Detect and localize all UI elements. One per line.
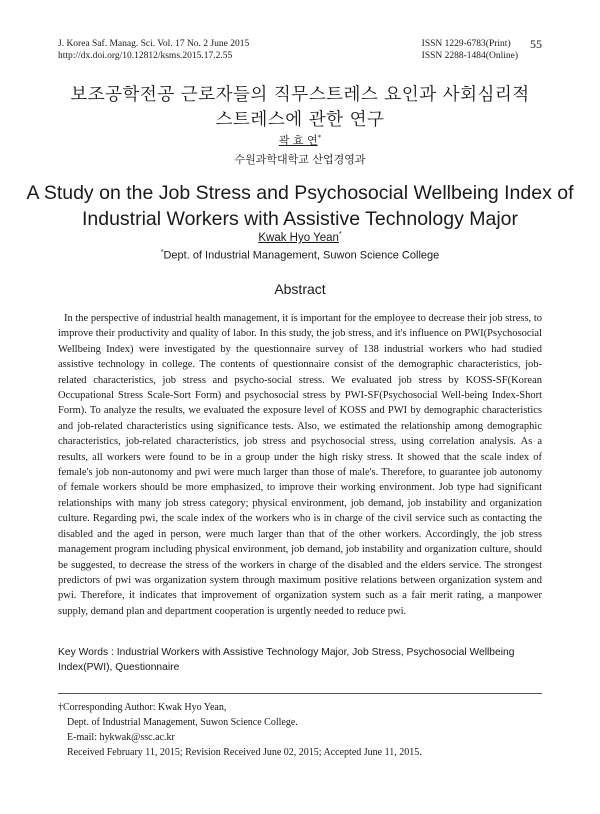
journal-info <box>58 38 249 62</box>
corresponding-author: †Corresponding Author: Kwak Hyo Yean, <box>58 702 227 713</box>
korean-author-mark: * <box>317 133 322 142</box>
korean-author <box>0 132 600 148</box>
english-author-mark: * <box>338 231 342 238</box>
english-author-name: Kwak Hyo Yean <box>258 231 339 244</box>
journal-citation: J. Korea Saf. Manag. Sci. Vol. 17 No. 2 June 2015 <box>58 39 250 49</box>
corresponding-email[interactable]: E-mail: hykwak@ssc.ac.kr <box>67 732 175 743</box>
affiliation-mark: * <box>160 249 164 256</box>
issn-info <box>422 38 542 62</box>
english-title-line1: A Study on the Job Stress and Psychosocial Wellbeing Index of <box>26 182 574 204</box>
english-title <box>0 180 600 232</box>
abstract-heading: Abstract <box>274 281 326 297</box>
doi-link[interactable]: http://dx.doi.org/10.12812/ksms.2015.17.2.55 <box>58 51 233 61</box>
corresponding-dept: Dept. of Industrial Management, Suwon Science College. <box>67 717 298 728</box>
english-author <box>0 231 600 244</box>
english-title-line2: Industrial Workers with Assistive Technology Major <box>81 208 519 230</box>
korean-title-line1: 보조공학전공 근로자들의 직무스트레스 요인과 사회심리적 <box>70 85 530 105</box>
page-number: 55 <box>530 37 542 51</box>
issn-print: ISSN 1229-6783(Print) <box>421 39 511 49</box>
korean-author-name: 곽 효 연 <box>278 134 318 147</box>
affiliation-text: Dept. of Industrial Management, Suwon Science College <box>163 249 440 262</box>
korean-title <box>0 83 600 133</box>
issn-online: ISSN 2288-1484(Online) <box>421 51 518 61</box>
footnote <box>58 700 542 760</box>
english-affiliation <box>0 249 600 262</box>
keywords: Key Words : Industrial Workers with Assistive Technology Major, Job Stress, Psychosocial Wellbeing Index(PWI), Questionnaire <box>58 647 515 673</box>
footnote-divider <box>58 693 542 694</box>
received-dates: Received February 11, 2015; Revision Received June 02, 2015; Accepted June 11, 2015. <box>67 747 422 758</box>
korean-affiliation: 수원과학대학교 산업경영과 <box>234 153 366 166</box>
korean-title-line2: 스트레스에 관한 연구 <box>215 110 385 130</box>
abstract-body: In the perspective of industrial health management, it is important for the employee to decrease their job stress, to improve their productivity and quality of labor. In this study, the job stress, and it's influence on PWI(Psychosocial Wellbeing Index) were investigated by the questionnaire survey of 138 industrial workers who had studied assistive technology in college. The contents of questionnaire consist of the demographic characteristics, job-related characteristics, job stress and psycho-social stress. We evaluated job stress by KOSS-SF(Korean Occupational Stress Scale-Sort Form) and psychosocial stress by PWI-SF(Psychosocial Well-being Index-Short Form). To analyze the results, we evaluated the exposure level of KOSS and PWI by demographic characteristics and job-related characteristics using significance tests. Also, we estimated the relationship among demographic characteristics, job-related characteristics, job stress and psychosocial stress, using correlation analysis. As a results, all workers were found to be in a group under the high risky stress. It showed that the scale index of female's job non-autonomy and pwi were much larger than those of male's. Therefore, to guarantee job autonomy of female workers should be more emphasized, to improve their working environment. Job type had significant relationships with many job stress category; physical environment, job demand, job instability and organization culture. Regarding pwi, the scale index of the workers who is in charge of the civil service such as contacting the disabled and the aged in person, were much larger than that of the other workers. Accordingly, the job stress management program including physical environment, job demand, job instability and organization culture, should be suggested, to decrease the stress of the workers in charge of the disabled and the elders service. The strongest predictors of pwi was organization system through maximum positive relations between organization system and pwi. Therefore, it indicates that improvement of organization system such as a fair merit rating, a manpower supply, demand plan and department cooperation is urgently needed to reduce pwi. <box>58 313 542 617</box>
